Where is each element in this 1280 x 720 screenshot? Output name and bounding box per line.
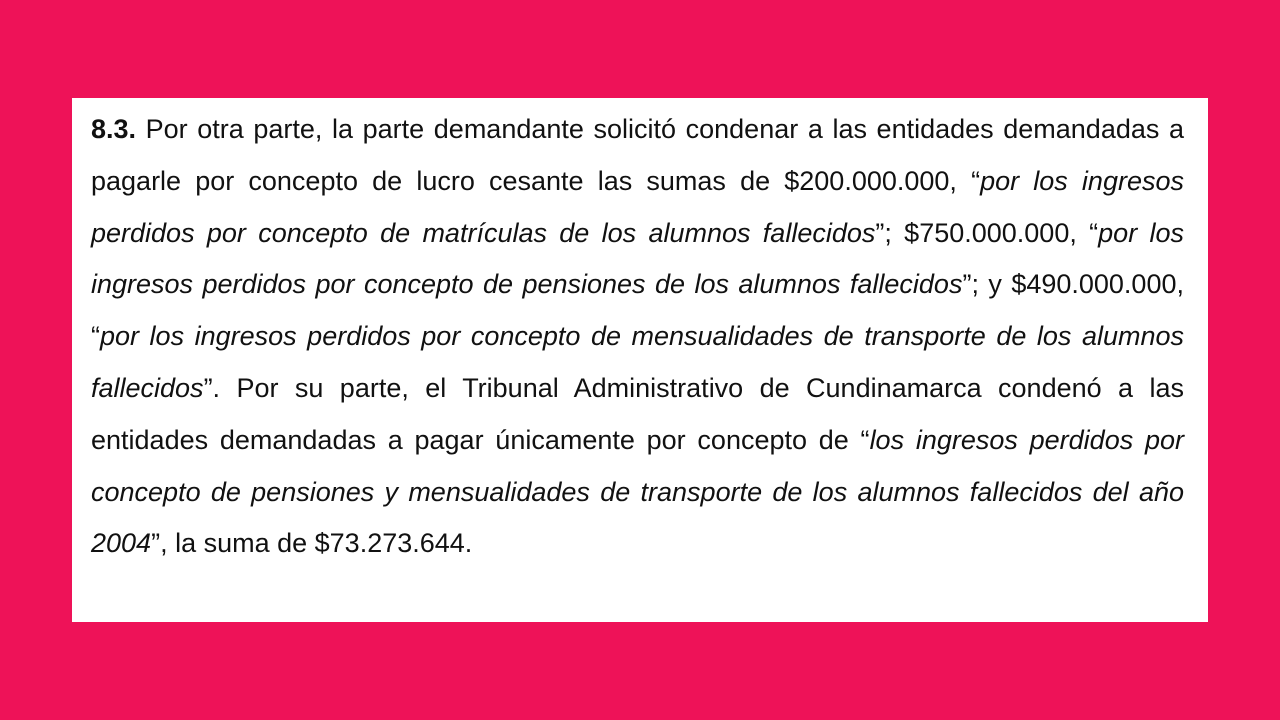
text-segment: ”, la suma de $73.273.644.	[151, 528, 473, 559]
text-segment: ”; $750.000.000, “	[875, 217, 1099, 248]
text-segment: ”; y $490.000.000, “	[91, 269, 1184, 352]
quote-transporte: por los ingresos perdidos por concepto de mensualidades de transporte de los alumnos fallecidos	[91, 321, 1184, 403]
document-card	[72, 98, 1208, 622]
text-segment: ”. Por su parte, el Tribunal Administrativo de Cundinamarca condenó a las entidades demandadas a pagar únicamente por concepto de “	[91, 372, 1184, 455]
quote-matriculas: por los ingresos perdidos por concepto de matrículas de los alumnos fallecidos	[91, 165, 1184, 248]
text-segment: Por otra parte, la parte demandante solicitó condenar a las entidades demandadas a pagarle por concepto de lucro cesante las sumas de $200.000.000, “	[91, 114, 1184, 196]
section-number: 8.3.	[91, 114, 137, 144]
paragraph-8-3	[91, 104, 1184, 570]
quote-tribunal: los ingresos perdidos por concepto de pensiones y mensualidades de transporte de los alumnos fallecidos del año 2004	[91, 424, 1184, 559]
quote-pensiones: por los ingresos perdidos por concepto de pensiones de los alumnos fallecidos	[91, 217, 1185, 300]
